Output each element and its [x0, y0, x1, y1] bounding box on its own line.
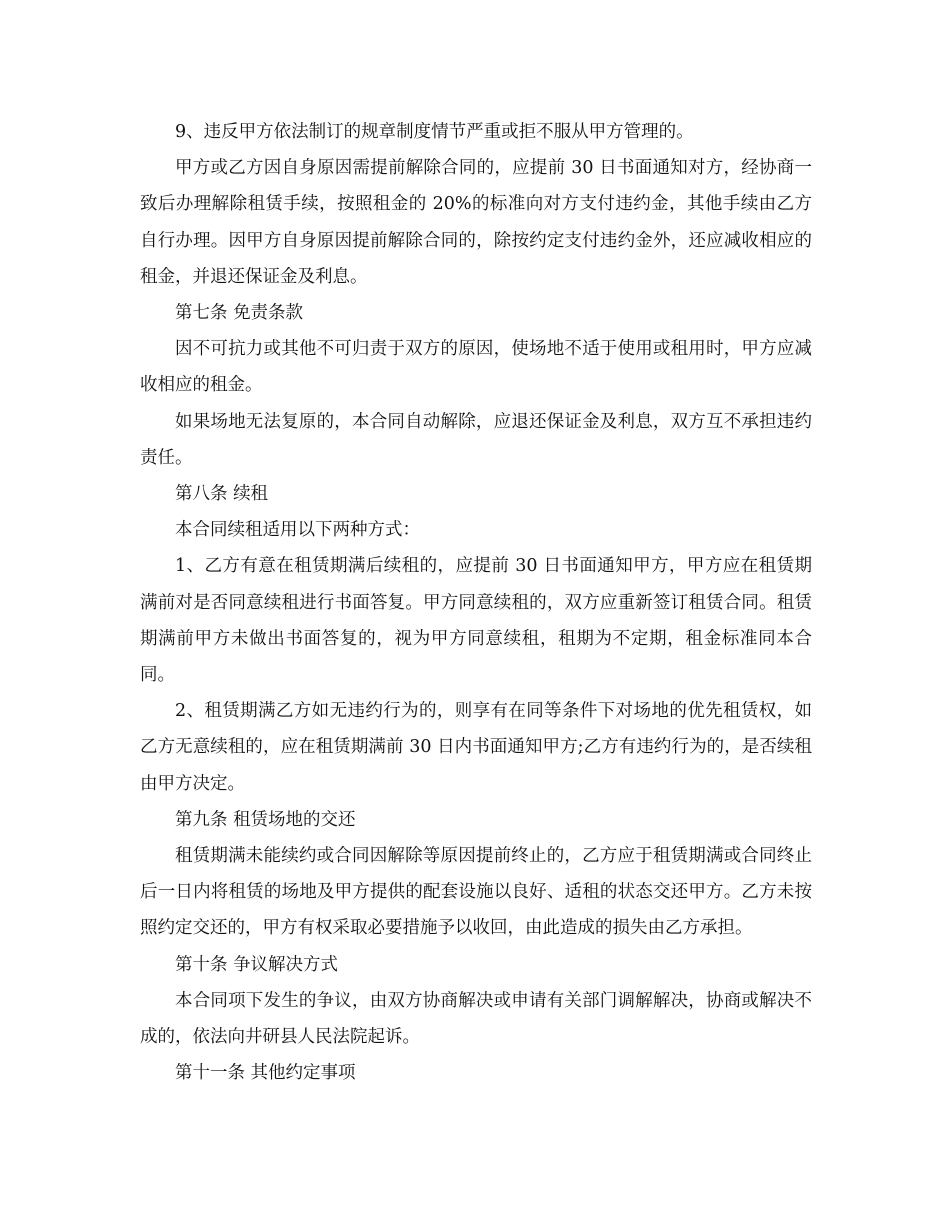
paragraph-clause-9: 9、违反甲方依法制订的规章制度情节严重或拒不服从甲方管理的。: [175, 122, 694, 142]
paragraph-site-return: 租赁期满未能续约或合同因解除等原因提前终止的，乙方应于租赁期满或合同终止后一日内将租赁的场地及甲方提供的配套设施以良好、适租的状态交还甲方。乙方未按照约定交还的，甲方有权采取必要措施予以收回，由此造成的损失由乙方承担。: [140, 846, 812, 939]
paragraph-site-unrecoverable: 如果场地无法复原的，本合同自动解除，应退还保证金及利息，双方互不承担违约责任。: [140, 411, 812, 468]
paragraph-renewal-intro: 本合同续租适用以下两种方式：: [175, 520, 420, 541]
heading-article-9: 第九条 租赁场地的交还: [175, 809, 356, 830]
paragraph-renewal-method-1: 1、乙方有意在租赁期满后续租的，应提前 30 日书面通知甲方，甲方应在租赁期满前对是否同意续租进行书面答复。甲方同意续租的，双方应重新签订租赁合同。租赁期满前甲方未做出书面答复的，视为甲方同意续租，租期为不定期，租金标准同本合同。: [140, 556, 812, 686]
paragraph-early-termination: 甲方或乙方因自身原因需提前解除合同的，应提前 30 日书面通知对方，经协商一致后办理解除租赁手续，按照租金的 20%的标准向对方支付违约金，其他手续由乙方自行办理。因甲方自身原因提前解除合同的，除按约定支付违约金外，还应减收相应的租金，并退还保证金及利息。: [140, 158, 812, 287]
heading-article-10: 第十条 争议解决方式: [175, 954, 339, 975]
heading-article-8: 第八条 续租: [175, 484, 269, 505]
document-body: [140, 114, 812, 1091]
paragraph-dispute-resolution: 本合同项下发生的争议，由双方协商解决或申请有关部门调解解决，协商或解决不成的，依法向井研县人民法院起诉。: [140, 990, 812, 1048]
heading-article-7: 第七条 免责条款: [175, 303, 304, 324]
heading-article-11: 第十一条 其他约定事项: [175, 1063, 356, 1084]
paragraph-force-majeure: 因不可抗力或其他不可归责于双方的原因，使场地不适于使用或租用时，甲方应减收相应的租金。: [140, 339, 812, 396]
paragraph-renewal-method-2: 2、租赁期满乙方如无违约行为的，则享有在同等条件下对场地的优先租赁权，如乙方无意续租的，应在租赁期满前 30 日内书面通知甲方;乙方有违约行为的，是否续租由甲方决定。: [140, 701, 812, 794]
